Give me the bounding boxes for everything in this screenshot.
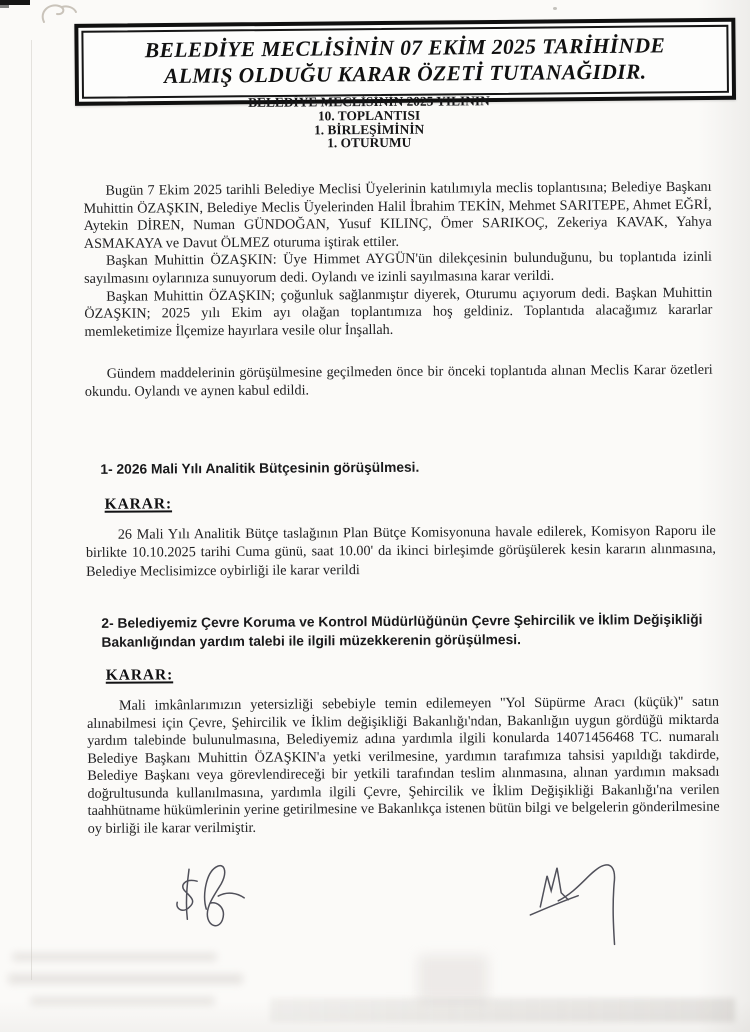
paragraph-attendance: Bugün 7 Ekim 2025 tarihli Belediye Meclisi Üyelerinin katılımıyla meclis toplantısına; Belediye Başkanı Muhittin ÖZAŞKIN, Belediye Meclis Üyelerinden Halil İbrahim TEKİN, Mehmet SARITEPE, Ahmet EĞRİ, Aytekin DİREN, Numan GÜNDOĞAN, Yusuf KILINÇ, Ömer SARIKOÇ, Zekeriya KAVAK, Yahya ASMAKAYA ve Davut ÖLMEZ oturuma iştirak ettiler. [83, 178, 712, 252]
meeting-info-year: BELEDİYE MECLİSİNİN 2025 YILININ [248, 93, 490, 110]
paragraph-opening: Başkan Muhittin ÖZAŞKIN; çoğunluk sağlanmıştır diyerek, Oturumu açıyorum dedi. Başkan Muhittin ÖZAŞKIN; 2025 yılı Ekim ayı olağan toplantımıza hoş geldiniz. Toplantıda alacağımız kararlar memleketimize İlçemize hayırlara vesile olur İnşallah. [84, 284, 713, 340]
paragraph-previous-minutes: Gündem maddelerinin görüşülmesine geçilmeden önce bir önceki toplantıda alınan Meclis Karar özetleri okundu. Oylandı ve aynen kabul edildi. [84, 361, 713, 400]
decision-2-text: Mali imkânlarımızın yetersizliği sebebiyle temin edilemeyen ''Yol Süpürme Aracı (küçük)'' satın alınabilmesi için Çevre, Şehircilik ve İklim değişikliği Bakanlığı'ndan, Bakanlığın uygun gördüğü miktarda yardım talebinde bulunulmasına, Belediyemiz adına yardımla ilgili konularda 14071456468 TC. numaralı Belediye Başkanı Muhittin ÖZAŞKIN'a yetki verilmesine, yardımın tarafımıza tahsisi yapıldığı takdirde, Belediye Başkanı veya görevlendireceği bir yetkili tarafından teslim alınmasına, alınan yardımın maksadı doğrultusunda kullanılmasına, yardımla ilgili Çevre, Şehircilik ve İklim Değişikliği Bakanlığı'na verilen taahhütname hükümlerinin yerine getirilmesine ve Bakanlıkça istenen bütün bilgi ve belgelerin gönderilmesine oy birliği ile karar verilmiştir. [87, 693, 720, 837]
meeting-info-sitting: 1. OTURUMU [327, 135, 412, 151]
decision-2 [87, 694, 720, 838]
agenda-item-1-heading: 1- 2026 Mali Yılı Analitik Bütçesinin görüşülmesi. [100, 459, 420, 477]
document-title-line1: BELEDİYE MECLİSİNİN 07 EKİM 2025 TARİHİNDE [144, 33, 666, 63]
agenda-item-2-heading: 2- Belediyemiz Çevre Koruma ve Kontrol Müdürlüğünün Çevre Şehircilik ve İklim Değişikliği Bakanlığından yardım talebi ile ilgili müzekkerenin görüşülmesi. [101, 611, 703, 650]
signature-left [158, 857, 254, 942]
opening-paragraphs [83, 179, 712, 342]
document-title-line2: ALMIŞ OLDUĞU KARAR ÖZETİ TUTANAĞIDIR. [163, 59, 647, 89]
decision-1-text: 26 Mali Yılı Analitik Bütçe taslağının Plan Bütçe Komisyonuna havale edilerek, Komisyon Raporu ile birlikte 10.10.2025 tarihi Cuma günü, saat 10.00' da ikinci birleşimde görüşülerek kesin kararın alınmasına, Belediye Meclisimizce oybirliği ile karar verildi [85, 522, 716, 580]
decision-label-1: KARAR: [104, 495, 173, 513]
previous-minutes-paragraph [85, 362, 713, 401]
decision-1 [86, 522, 716, 581]
document-title-box-inner [81, 25, 729, 99]
decision-label-2: KARAR: [105, 666, 174, 684]
meeting-info-session: 10. TOPLANTISI [317, 107, 421, 124]
paragraph-leave-request: Başkan Muhittin ÖZAŞKIN: Üye Himmet AYGÜN'ün dilekçesinin bulunduğunu, bu toplantıda izinli sayılmasını oylarınıza sunuyorum dedi. Oylandı ve izinli sayılmasına karar verildi. [84, 249, 713, 287]
meeting-info [0, 93, 740, 153]
signature-right [506, 846, 642, 951]
meeting-info-assembly: 1. BİRLEŞİMİNİN [313, 121, 425, 137]
